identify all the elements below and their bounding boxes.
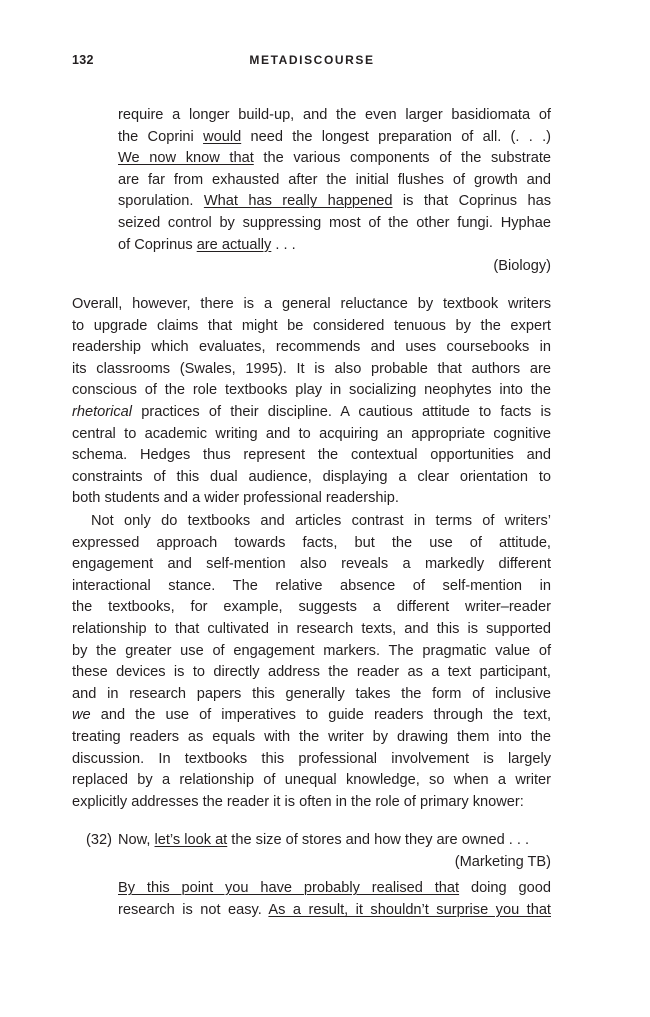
example-32: [86, 830, 551, 873]
quote-line: [118, 235, 551, 257]
underlined-marker: let’s look at: [154, 832, 228, 848]
quote-text: the various components of the substrate: [253, 150, 551, 167]
example-text: the size of stores and how they are owned . . .: [227, 832, 530, 848]
quote-line: [118, 105, 551, 127]
paragraph-line: explicitly addresses the reader it is often in the role of primary knower:: [72, 793, 524, 810]
paragraph-line: by the greater use of engagement markers. The pragmatic value of: [72, 642, 551, 659]
underlined-marker: would: [203, 128, 242, 145]
paragraph-line: central to academic writing and to acquiring an appropriate cognitive: [72, 425, 551, 442]
underlined-marker: are actually: [196, 236, 272, 253]
quote-text: the Coprini: [118, 128, 204, 145]
paragraph-line: Overall, however, there is a general reluctance by textbook writers: [72, 296, 551, 312]
quote-text: . . .: [271, 236, 296, 253]
paragraph-line: engagement and self-mention also reveals a markedly different: [72, 556, 551, 573]
quote-text: of Coprinus: [118, 236, 197, 253]
example-source: (Marketing TB): [454, 853, 551, 870]
quote-source: (Biology): [493, 258, 551, 275]
quote-text: require a longer build-up, and the even larger basidiomata of: [118, 107, 551, 123]
paragraph-line: replaced by a relationship of unequal knowledge, so when a writer: [72, 772, 551, 789]
page-header: [72, 53, 552, 73]
page-number: 132: [72, 53, 94, 67]
quote-text: is that Coprinus has: [392, 193, 551, 210]
quote-text: seized control by suppressing most of the other fungi. Hyphae: [118, 214, 551, 231]
block-quote-2: [118, 878, 551, 921]
quote-text: doing good: [459, 880, 551, 896]
quote-text: are far from exhausted after the initial flushes of growth and: [118, 171, 551, 188]
paragraph-line: schema. Hedges thus represent the contextual opportunities and: [72, 447, 551, 464]
paragraph-line: relationship to that cultivated in research texts, and this is supported: [72, 620, 551, 637]
quote-text: research is not easy.: [118, 901, 269, 918]
example-line: [118, 830, 551, 852]
paragraph-text: practices of their discipline. A cautious attitude to facts is: [132, 403, 551, 420]
example-text: Now,: [118, 832, 155, 848]
paragraph-line: [72, 402, 551, 424]
paragraph-line: discussion. In textbooks this professional involvement is largely: [72, 750, 551, 767]
paragraph-2: [72, 511, 551, 813]
quote-line: [118, 213, 551, 235]
paragraph-line: and in research papers this generally takes the form of inclusive: [72, 685, 551, 702]
underlined-marker: By this point you have probably realised that: [118, 880, 460, 896]
underlined-marker: We now know that: [118, 150, 254, 167]
underlined-marker: As a result, it shouldn’t surprise you that: [268, 901, 551, 918]
quote-text: sporulation.: [118, 193, 204, 210]
quote-line: [118, 878, 551, 900]
paragraph-line: Not only do textbooks and articles contrast in terms of writers’: [91, 513, 551, 529]
paragraph-line: its classrooms (Swales, 1995). It is also probable that authors are: [72, 360, 551, 377]
example-number: (32): [86, 832, 112, 848]
quote-line: [118, 170, 551, 192]
paragraph-line: these devices is to directly address the reader as a text participant,: [72, 664, 551, 681]
paragraph-line: conscious of the role textbooks play in socializing neophytes into the: [72, 382, 551, 399]
paragraph-1: [72, 294, 551, 510]
quote-line: [118, 900, 551, 922]
paragraph-line: both students and a wider professional readership.: [72, 490, 399, 507]
paragraph-line: constraints of this dual audience, displaying a clear orientation to: [72, 468, 551, 485]
paragraph-line: to upgrade claims that might be considered tenuous by the expert: [72, 317, 551, 334]
quote-text: need the longest preparation of all. (. . .): [241, 128, 551, 145]
italic-term: we: [72, 707, 91, 724]
quote-line: [118, 148, 551, 170]
block-quote-biology: [118, 105, 551, 278]
quote-line: [118, 127, 551, 149]
running-title: METADISCOURSE: [249, 53, 375, 67]
paragraph-line: the textbooks, for example, suggests a different writer–reader: [72, 599, 551, 616]
paragraph-line: [72, 705, 551, 727]
underlined-marker: What has really happened: [203, 193, 393, 210]
paragraph-text: and the use of imperatives to guide readers through the text,: [90, 707, 551, 724]
paragraph-line: treating readers as equals with the writer by drawing them into the: [72, 728, 551, 745]
quote-line: [118, 191, 551, 213]
paragraph-line: readership which evaluates, recommends and uses coursebooks in: [72, 339, 551, 356]
paragraph-line: expressed approach towards facts, but the use of attitude,: [72, 534, 551, 551]
paragraph-line: interactional stance. The relative absence of self-mention in: [72, 577, 551, 594]
italic-term: rhetorical: [72, 403, 133, 420]
